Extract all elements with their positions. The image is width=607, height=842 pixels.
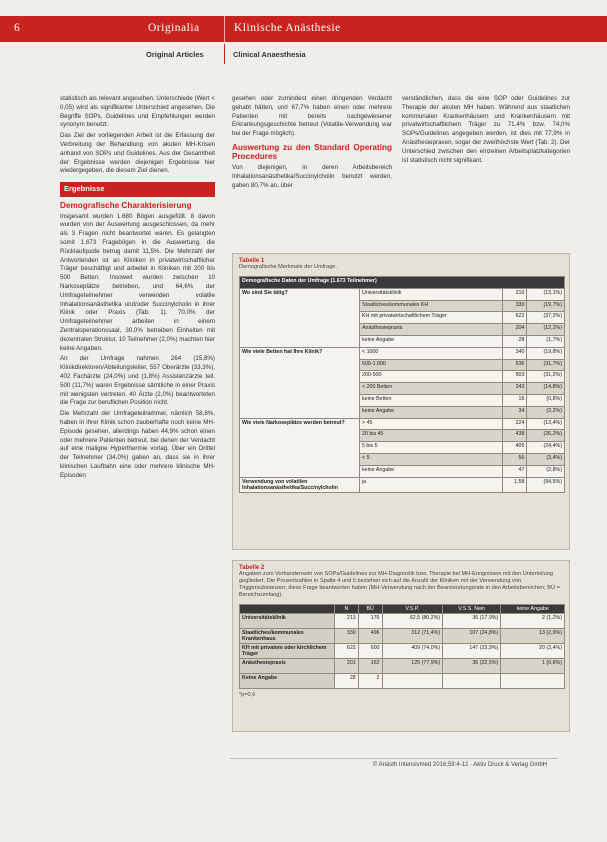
table-row bbox=[240, 288, 565, 300]
table-1-header-row bbox=[240, 277, 565, 289]
table-cell: 36 (22,5%) bbox=[443, 659, 501, 674]
table-cell-label: keine Angabe bbox=[360, 406, 503, 418]
table-cell-label: 20 bis 45 bbox=[360, 430, 503, 442]
paragraph: An der Umfrage nahmen 264 (15,8%) Klinikdirektoren/Abteilungsleiter, 557 Oberärzte (33,3%), 402 Fachärzte (24,0%) und (1,8%) Assistenzärzte teil. 500 (11,7%) waren Ergebnisse sämtliche in einer Praxis mit wenigsten vertreten. 40 Ärzte (2,0%) beantworteten die Frage zur beruflichen Position nicht. bbox=[60, 355, 215, 407]
table-cell-count: 438 bbox=[503, 430, 527, 442]
table-row bbox=[240, 477, 565, 492]
table-cell-percent: (24,4%) bbox=[527, 442, 565, 454]
table-row bbox=[240, 347, 565, 359]
table-cell-count: 536 bbox=[503, 359, 527, 371]
subheader-divider bbox=[224, 44, 225, 64]
table-cell-percent: (31,2%) bbox=[527, 371, 565, 383]
table-cell: 2 bbox=[358, 674, 382, 689]
footer-text: © Anästh Intensivmed 2016;59:4-12 · Aktiv Druck & Verlag GmbH bbox=[372, 762, 547, 768]
table-2-column-header bbox=[240, 605, 335, 614]
column-1 bbox=[60, 95, 215, 483]
page-number: 6 bbox=[14, 22, 21, 34]
table-cell: 409 (74,0%) bbox=[382, 644, 443, 659]
section-title-en: Original Articles bbox=[146, 50, 204, 59]
table-cell: 213 bbox=[335, 614, 359, 629]
table-cell-label: 5 bis 5 bbox=[360, 442, 503, 454]
table-cell-label: Staatliches/kommunales KH bbox=[360, 300, 503, 312]
paragraph: statistisch als relevant angesehen. Unterschiede (Wert < 0,05) wird als signifikanter Unterschied angesehen. Die Begriffe SOPs, Guidelines und Empfehlungen werden synonym benutzt. bbox=[60, 95, 215, 129]
table-2-column-header: keine Angabe bbox=[501, 605, 565, 614]
table-1-question: Verwendung von volatilen Inhalationsanästhetika/Succinylcholin bbox=[240, 477, 360, 492]
table-2-column-header: BÜ bbox=[358, 605, 382, 614]
table-2-footnote: *p=0,6 bbox=[239, 692, 256, 698]
section-subtitle: Klinische Anästhesie bbox=[234, 22, 341, 34]
table-cell bbox=[382, 674, 443, 689]
table-cell bbox=[443, 674, 501, 689]
paragraph: Das Ziel der vorliegenden Arbeit ist die Erfassung der Verbreitung der Behandlung von akuten MH-Krisen anhand von SOPs und Guidelines. Aus der Gesamtheit der Ergebnisse werden diejenigen Ergebnisse hier wiedergegeben, die diesem Ziel dienen. bbox=[60, 132, 215, 175]
table-cell-count: 340 bbox=[503, 347, 527, 359]
table-cell-count: 224 bbox=[503, 418, 527, 430]
table-cell-label: 500-1.000 bbox=[360, 359, 503, 371]
table-cell-label: keine Angabe bbox=[360, 335, 503, 347]
table-cell-label: ja bbox=[360, 477, 503, 492]
subheading-demografie: Demografische Charakterisierung bbox=[60, 201, 192, 211]
table-cell: 312 (71,4%) bbox=[382, 629, 443, 644]
table-1 bbox=[239, 276, 565, 493]
table-2-row-label: Anästhesiepraxis bbox=[240, 659, 335, 674]
table-cell: 36 (17,9%) bbox=[443, 614, 501, 629]
table-cell-count: 405 bbox=[503, 442, 527, 454]
header-band bbox=[0, 16, 607, 42]
table-cell: 622 bbox=[335, 644, 359, 659]
table-cell-label: keine Betten bbox=[360, 394, 503, 406]
table-2-row-label: Universitätsklinik bbox=[240, 614, 335, 629]
table-cell-percent: (19,7%) bbox=[527, 300, 565, 312]
table-cell-percent: (1,7%) bbox=[527, 335, 565, 347]
table-row bbox=[240, 418, 565, 430]
table-cell-percent: (94,5%) bbox=[527, 477, 565, 492]
table-1-header-cell: Demografische Daten der Umfrage (1.673 Teilnehmer) bbox=[240, 277, 565, 289]
table-cell-percent: (26,2%) bbox=[527, 430, 565, 442]
table-cell: 176 bbox=[358, 614, 382, 629]
table-cell-percent: (2,8%) bbox=[527, 465, 565, 477]
table-cell-label: > 45 bbox=[360, 418, 503, 430]
table-row bbox=[240, 644, 565, 659]
table-cell-count: 16 bbox=[503, 394, 527, 406]
column-3 bbox=[402, 95, 570, 167]
table-cell: 125 (77,9%) bbox=[382, 659, 443, 674]
footer-rule bbox=[230, 758, 557, 759]
table-cell: 330 bbox=[335, 629, 359, 644]
table-cell: 1 (0,6%) bbox=[501, 659, 565, 674]
table-1-question: Wo sind Sie tätig? bbox=[240, 288, 360, 347]
paragraph: Die Mehrzahl der Umfrageteilnehmer, nämlich 58,8%, haben in ihrer Klinik schon zauberhafte noch keine MH-Episode gesehen, allerdings haben 44,9% schon einen oder mehrere Patienten betreut, bei denen der Verdacht auf eine maligne Hyperthermie vorlag. Über ein Drittel der Teilnehmer (34,0%) gaben an, dass sie in ihrer klinischen Laufbahn eine oder mehrere klinische MH-Episoden bbox=[60, 410, 215, 479]
subheading-auswertung: Auswertung zu den Standard Operating Procedures bbox=[232, 142, 392, 162]
table-1-subtitle: Demografische Merkmale der Umfrage. bbox=[239, 264, 337, 270]
table-cell-count: 503 bbox=[503, 371, 527, 383]
section-title: Originalia bbox=[148, 22, 200, 34]
paragraph: verständlichen, dass die eine SOP oder Guidelines zur Therapie der akuten MH haben. Während aus staatlichen kommunalen Krankenhäusern und Krankenhäusern mit privatwirtschaftlichem Träger zu 71,4% bzw. 74,0% SOPs/Guidelines angegeben werden, ist dies mit 77,9% in Anästhesiepraxen, sogar der zweithöchste Wert (Tab. 2). Der Unterschied zwischen den einzelnen Arbeitsplatzkategorien ist statistisch nicht signifikant. bbox=[402, 95, 570, 164]
column-2 bbox=[232, 95, 392, 192]
table-cell: 147 (23,9%) bbox=[443, 644, 501, 659]
table-cell-count: 330 bbox=[503, 300, 527, 312]
table-row bbox=[240, 674, 565, 689]
table-2-column-header: V.S.S. Nein bbox=[443, 605, 501, 614]
table-cell-count: 210 bbox=[503, 288, 527, 300]
table-cell: 107 (24,8%) bbox=[443, 629, 501, 644]
table-2-row-label: KH mit privatem oder kirchlichem Träger bbox=[240, 644, 335, 659]
table-cell-label: < 200 Betten bbox=[360, 383, 503, 395]
table-cell-percent: (13,1%) bbox=[527, 288, 565, 300]
table-1-question: Wie viele Betten hat Ihre Klinik? bbox=[240, 347, 360, 418]
table-cell: 20 (3,4%) bbox=[501, 644, 565, 659]
table-cell-count: 56 bbox=[503, 453, 527, 465]
table-cell-count: 622 bbox=[503, 312, 527, 324]
table-2 bbox=[239, 604, 565, 689]
table-cell: 28 bbox=[335, 674, 359, 689]
table-cell: 201 bbox=[335, 659, 359, 674]
table-cell-label: 200-500 bbox=[360, 371, 503, 383]
table-cell-percent: (0,8%) bbox=[527, 394, 565, 406]
table-cell-count: 34 bbox=[503, 406, 527, 418]
section-subtitle-en: Clinical Anaesthesia bbox=[233, 50, 306, 59]
table-cell-label: keine Angabe bbox=[360, 465, 503, 477]
table-cell-label: KH mit privatwirtschaftlichem Träger bbox=[360, 312, 503, 324]
table-row bbox=[240, 629, 565, 644]
table-row bbox=[240, 659, 565, 674]
table-cell bbox=[501, 674, 565, 689]
table-cell-percent: (31,7%) bbox=[527, 359, 565, 371]
table-cell-percent: (37,2%) bbox=[527, 312, 565, 324]
table-1-box bbox=[232, 253, 570, 550]
table-cell-label: < 1000 bbox=[360, 347, 503, 359]
table-cell-count: 1.58 bbox=[503, 477, 527, 492]
table-cell-percent: (14,8%) bbox=[527, 383, 565, 395]
paragraph: Von diejenigen, in deren Arbeitsbereich Inhalationsanästhetika/Succinylcholin benutzt werden, gaben 80,7% an, über bbox=[232, 163, 392, 189]
table-1-question: Wie viele Narkoseplätze werden betreut? bbox=[240, 418, 360, 477]
table-2-row-label: Keine Angabe bbox=[240, 674, 335, 689]
table-cell-count: 47 bbox=[503, 465, 527, 477]
table-cell-label: < 5 bbox=[360, 453, 503, 465]
header-divider bbox=[224, 16, 225, 42]
paragraph: gesehen oder zumindest einen dringenden Verdacht gehabt hätten, und 67,7% haben einen oder mehrere Patienten mit bereits nachgewiesener Erkrankungsgeschichte betreut (Volatile-Verwendung war bei der Frage möglich). bbox=[232, 95, 392, 138]
table-2-subtitle: Angaben zum Vorhandensein von SOPs/Guidelines zur MH-Diagnostik bzw. Therapie bei MH-Ereignissen mit den Unterteilung gegliedert. Die Prozentzahlen in Spalte 4 und 5 beziehen sich auf die Anzahl der Kliniken mit der Verwendung von Triggersubstanzen; diese Frage beantworten haben (MH-Verwendung nach der Beantwortungsrate in den Arbeitsbereichen; BÜ = Bereichsumfang). bbox=[239, 571, 560, 598]
table-cell-label: Anästhesiepraxis bbox=[360, 324, 503, 336]
table-row bbox=[240, 614, 565, 629]
table-cell-percent: (3,4%) bbox=[527, 453, 565, 465]
table-2-row-label: Staatliches/kommunales Krankenhaus bbox=[240, 629, 335, 644]
table-cell-percent: (13,4%) bbox=[527, 418, 565, 430]
table-cell: 2 (1,2%) bbox=[501, 614, 565, 629]
table-2-column-header: N bbox=[335, 605, 359, 614]
table-cell-percent: (19,8%) bbox=[527, 347, 565, 359]
table-cell-count: 28 bbox=[503, 335, 527, 347]
table-cell: 13 (2,9%) bbox=[501, 629, 565, 644]
table-2-column-header: V.S.P. bbox=[382, 605, 443, 614]
paragraph: Insgesamt wurden 1.680 Bögen ausgefüllt. 8 davon wurden von der Auswertung ausgeschlossen, da mehr als 3 Fragen nicht beantwortet waren. Es gelangten somit 1.673 Fragebögen in die Auswertung, die Rücklaufquote betrug damit 11,5%. Die Mehrzahl der Antwortenden ist an Kliniken in privatwirtschaftlicher Träger beschäftigt und arbeitet in Kliniken mit 200 bis 500 Betten. Insoweit wurden zwischen 10 Narkoseplätze betrieben, und 64,6% der Umfrageteilnehmer verwenden volatile Inhalationsanästhetika und/oder Succinylcholin in ihrer Klinik oder Praxis (Tab. 1). 70,0% der Umfrageteilnehmer arbeiten in einem Zentraloperationssaal, 30,0% betreiben Einheiten mit dezentralen Struktur, 10 Teilnehmer (2,0%) machten hier keine Angaben. bbox=[60, 212, 215, 352]
table-cell-percent: (2,2%) bbox=[527, 406, 565, 418]
section-heading-ergebnisse: Ergebnisse bbox=[60, 182, 215, 197]
table-cell-label: Universitätsklinik bbox=[360, 288, 503, 300]
table-cell-count: 243 bbox=[503, 383, 527, 395]
table-cell: 62,5 (80,2%) bbox=[382, 614, 443, 629]
table-cell-percent: (12,2%) bbox=[527, 324, 565, 336]
table-2-header-row bbox=[240, 605, 565, 614]
table-1-caption: Tabelle 1 bbox=[239, 258, 265, 264]
table-2-box bbox=[232, 560, 570, 732]
table-cell: 600 bbox=[358, 644, 382, 659]
table-cell: 496 bbox=[358, 629, 382, 644]
table-2-caption: Tabelle 2 bbox=[239, 565, 265, 571]
table-cell-count: 204 bbox=[503, 324, 527, 336]
table-cell: 162 bbox=[358, 659, 382, 674]
